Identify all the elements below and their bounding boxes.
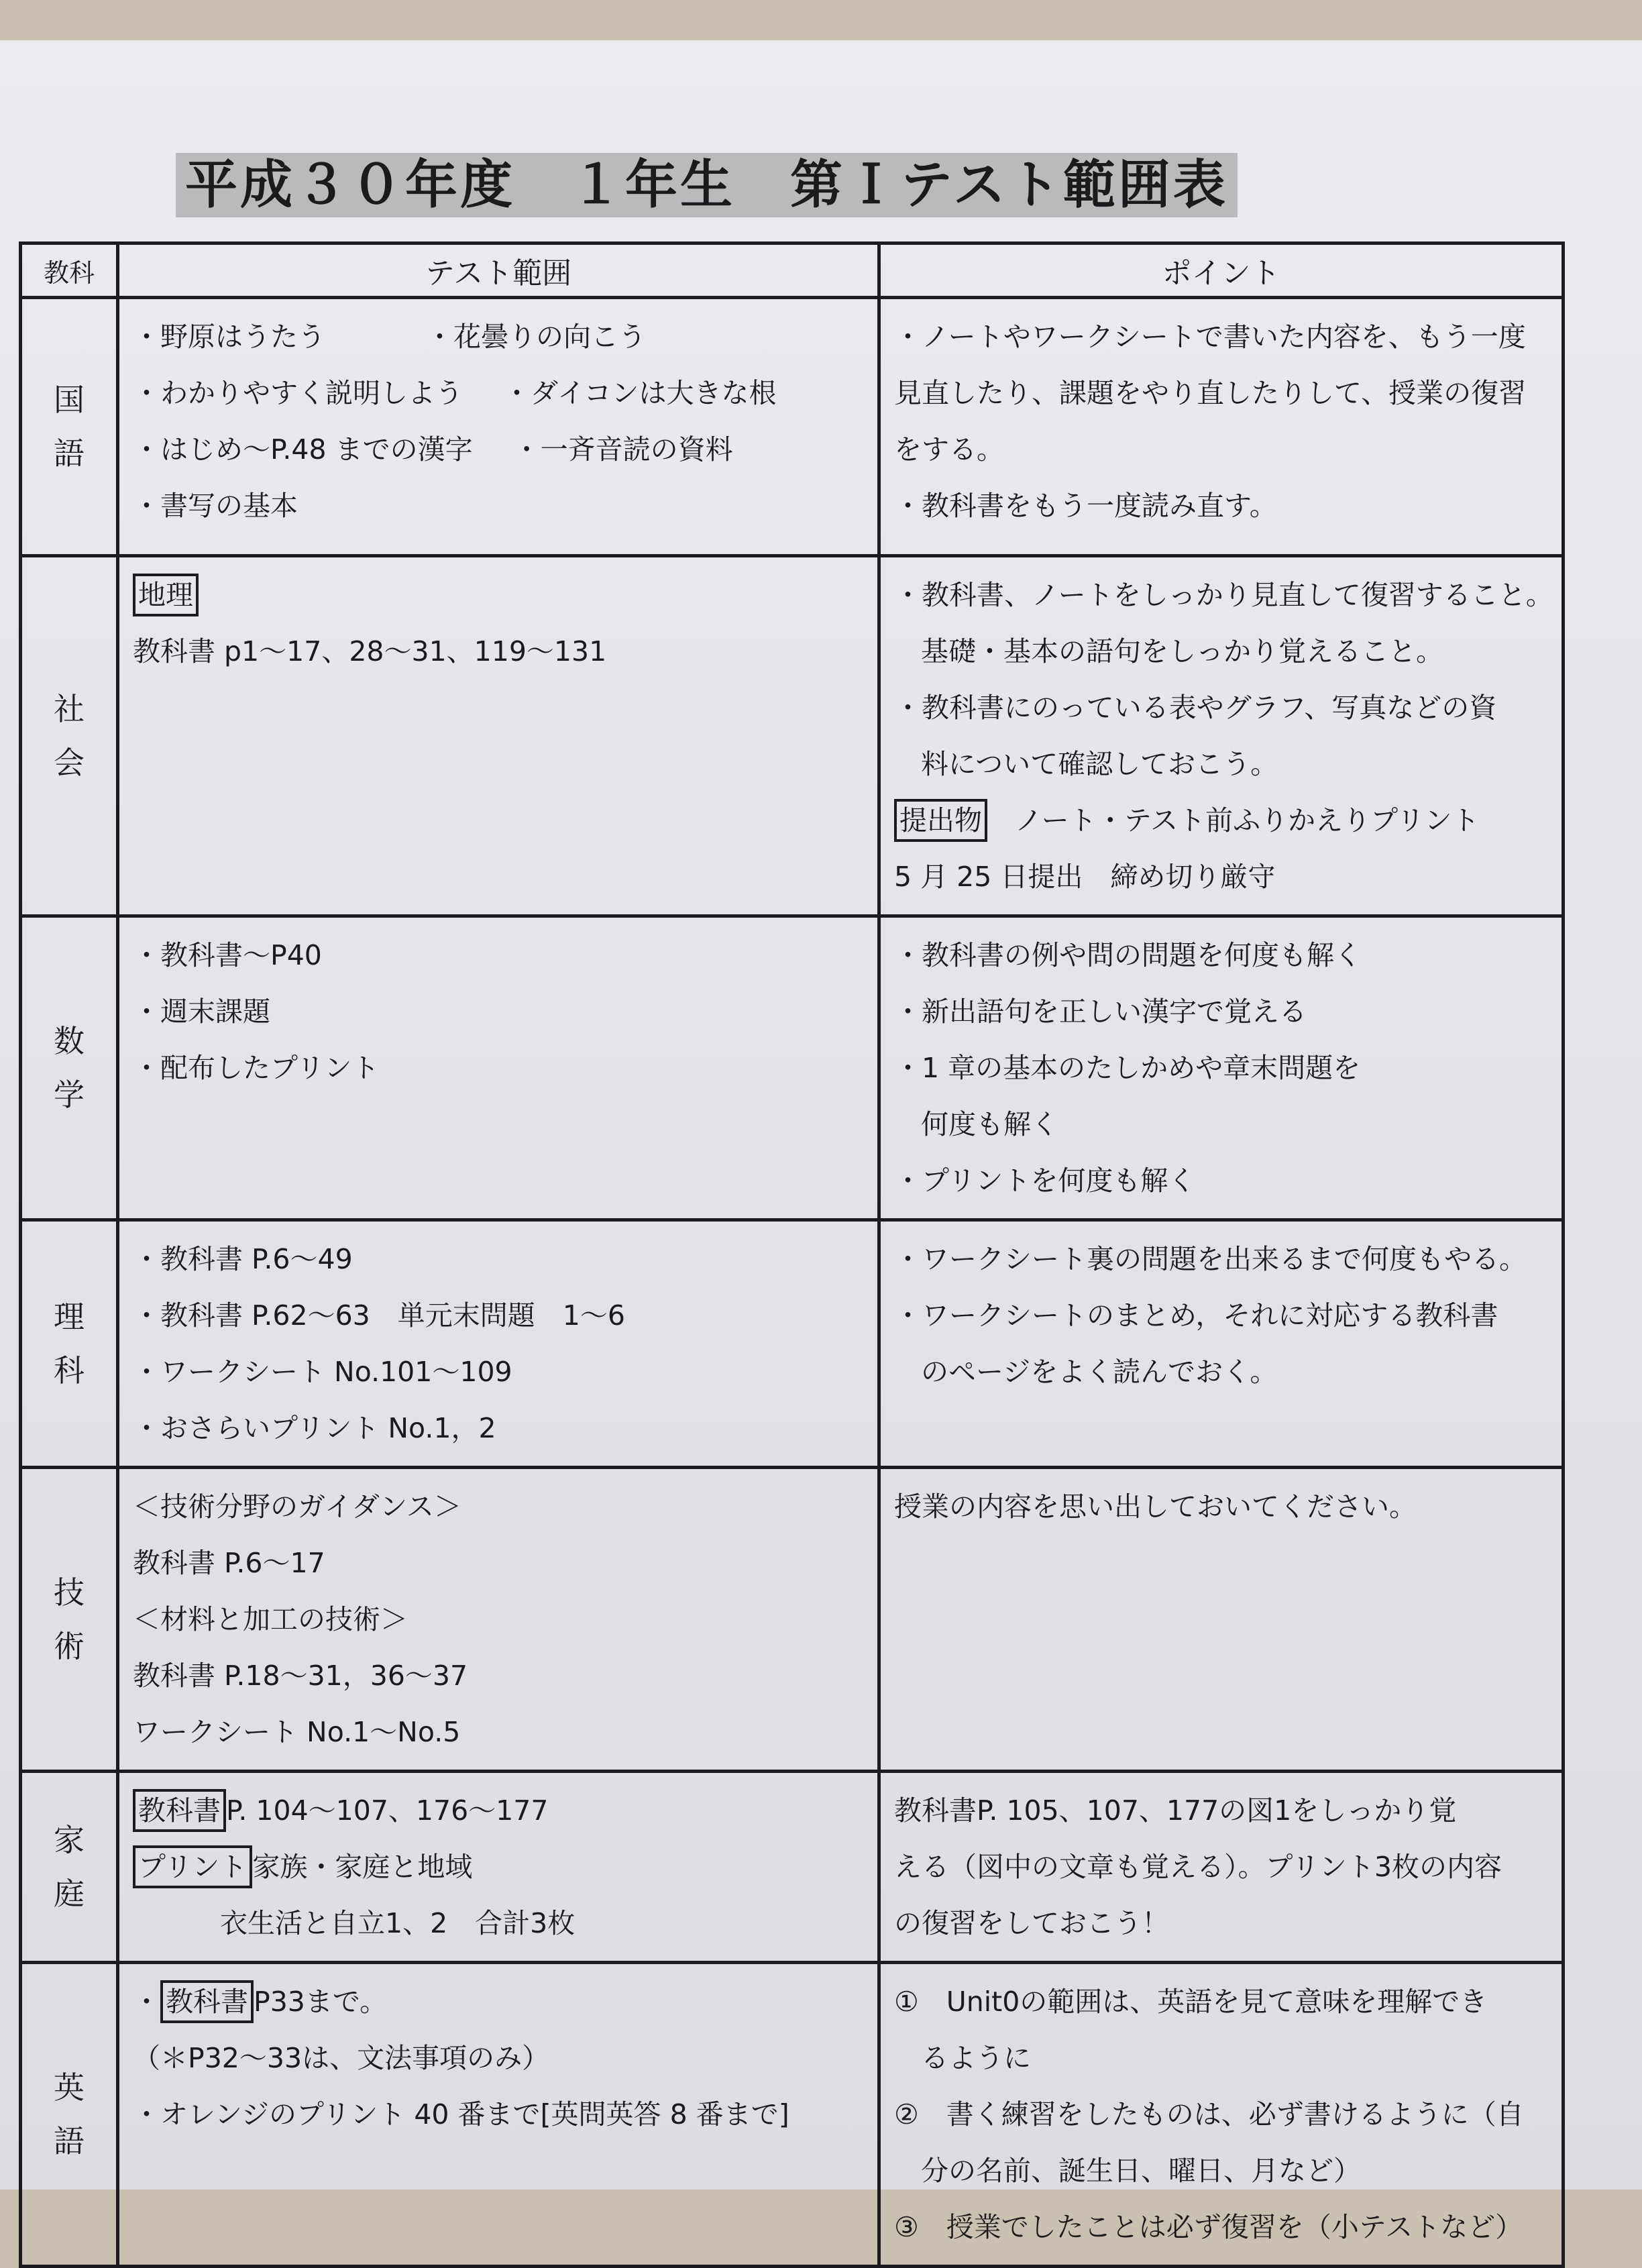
subject-sugaku: 数 学 xyxy=(21,916,118,1220)
label-textbook-en: 教科書 xyxy=(160,1980,254,2023)
row-gijutsu xyxy=(21,1468,1564,1772)
subject-shakai: 社 会 xyxy=(21,556,118,916)
header-subject: 教科 xyxy=(21,244,118,298)
header-row xyxy=(21,244,1564,298)
row-eigo xyxy=(21,1963,1564,2267)
row-rika xyxy=(21,1220,1564,1468)
header-range: テスト範囲 xyxy=(118,244,879,298)
point-sugaku: ・教科書の例や問の問題を何度も解く ・新出語句を正しい漢字で覚える ・1 章の基本のたしかめや章末問題を 何度も解く ・プリントを何度も解く xyxy=(879,916,1564,1220)
point-kokugo: ・ノートやワークシートで書いた内容を、もう一度 見直したり、課題をやり直したりして、授業の復習 をする。 ・教科書をもう一度読み直す。 xyxy=(879,298,1564,556)
subject-gijutsu: 技 術 xyxy=(21,1468,118,1772)
range-katei: 教科書 P. 104～107、176～177 プリント 家族・家庭と地域 衣生活と自立1、2 合計3枚 xyxy=(118,1772,879,1963)
range-sugaku: ・教科書～P40 ・週末課題 ・配布したプリント xyxy=(118,916,879,1220)
point-shakai: ・教科書、ノートをしっかり見直して復習すること。 基礎・基本の語句をしっかり覚えること。 ・教科書にのっている表やグラフ、写真などの資 料について確認しておこう。 提出物 ノート・テスト前ふりかえりプリント 5 月 25 日提出 締め切り厳守 xyxy=(879,556,1564,916)
label-textbook: 教科書 xyxy=(133,1789,226,1832)
test-range-table xyxy=(19,241,1565,2268)
row-kokugo xyxy=(21,298,1564,556)
page-title: 平成３０年度 １年生 第Ｉテスト範囲表 xyxy=(176,153,1238,217)
subject-eigo: 英 語 xyxy=(21,1963,118,2267)
subject-katei: 家 庭 xyxy=(21,1772,118,1963)
row-shakai xyxy=(21,556,1564,916)
point-eigo: ① Unit0の範囲は、英語を見て意味を理解でき るように ② 書く練習をしたものは、必ず書けるように（自 分の名前、誕生日、曜日、月など） ③ 授業でしたことは必ず復習を（小テストなど） xyxy=(879,1963,1564,2267)
range-eigo: ・ 教科書 P33まで。 （＊P32～33は、文法事項のみ） ・オレンジのプリント 40 番まで[英問英答 8 番まで] xyxy=(118,1963,879,2267)
point-katei: 教科書P. 105、107、177の図1をしっかり覚 える（図中の文章も覚える）。プリント3枚の内容 の復習をしておこう！ xyxy=(879,1772,1564,1963)
range-shakai: 地理 教科書 p1～17、28～31、119～131 xyxy=(118,556,879,916)
point-rika: ・ワークシート裏の問題を出来るまで何度もやる。 ・ワークシートのまとめ，それに対応する教科書 のページをよく読んでおく。 xyxy=(879,1220,1564,1468)
label-chiri: 地理 xyxy=(133,574,199,616)
label-submission: 提出物 xyxy=(894,799,987,842)
row-sugaku xyxy=(21,916,1564,1220)
header-point: ポイント xyxy=(879,244,1564,298)
range-gijutsu: ＜技術分野のガイダンス＞ 教科書 P.6～17 ＜材料と加工の技術＞ 教科書 P.18～31，36～37 ワークシート No.1～No.5 xyxy=(118,1468,879,1772)
label-print: プリント xyxy=(133,1845,252,1888)
range-rika: ・教科書 P.6～49 ・教科書 P.62～63 単元末問題 1～6 ・ワークシート No.101～109 ・おさらいプリント No.1，2 xyxy=(118,1220,879,1468)
row-katei xyxy=(21,1772,1564,1963)
subject-rika: 理 科 xyxy=(21,1220,118,1468)
subject-kokugo: 国 語 xyxy=(21,298,118,556)
range-kokugo: ・野原はうたう ・花曇りの向こう ・わかりやすく説明しよう ・ダイコンは大きな根 ・はじめ～P.48 までの漢字 ・一斉音読の資料 ・書写の基本 xyxy=(118,298,879,556)
point-gijutsu: 授業の内容を思い出しておいてください。 xyxy=(879,1468,1564,1772)
